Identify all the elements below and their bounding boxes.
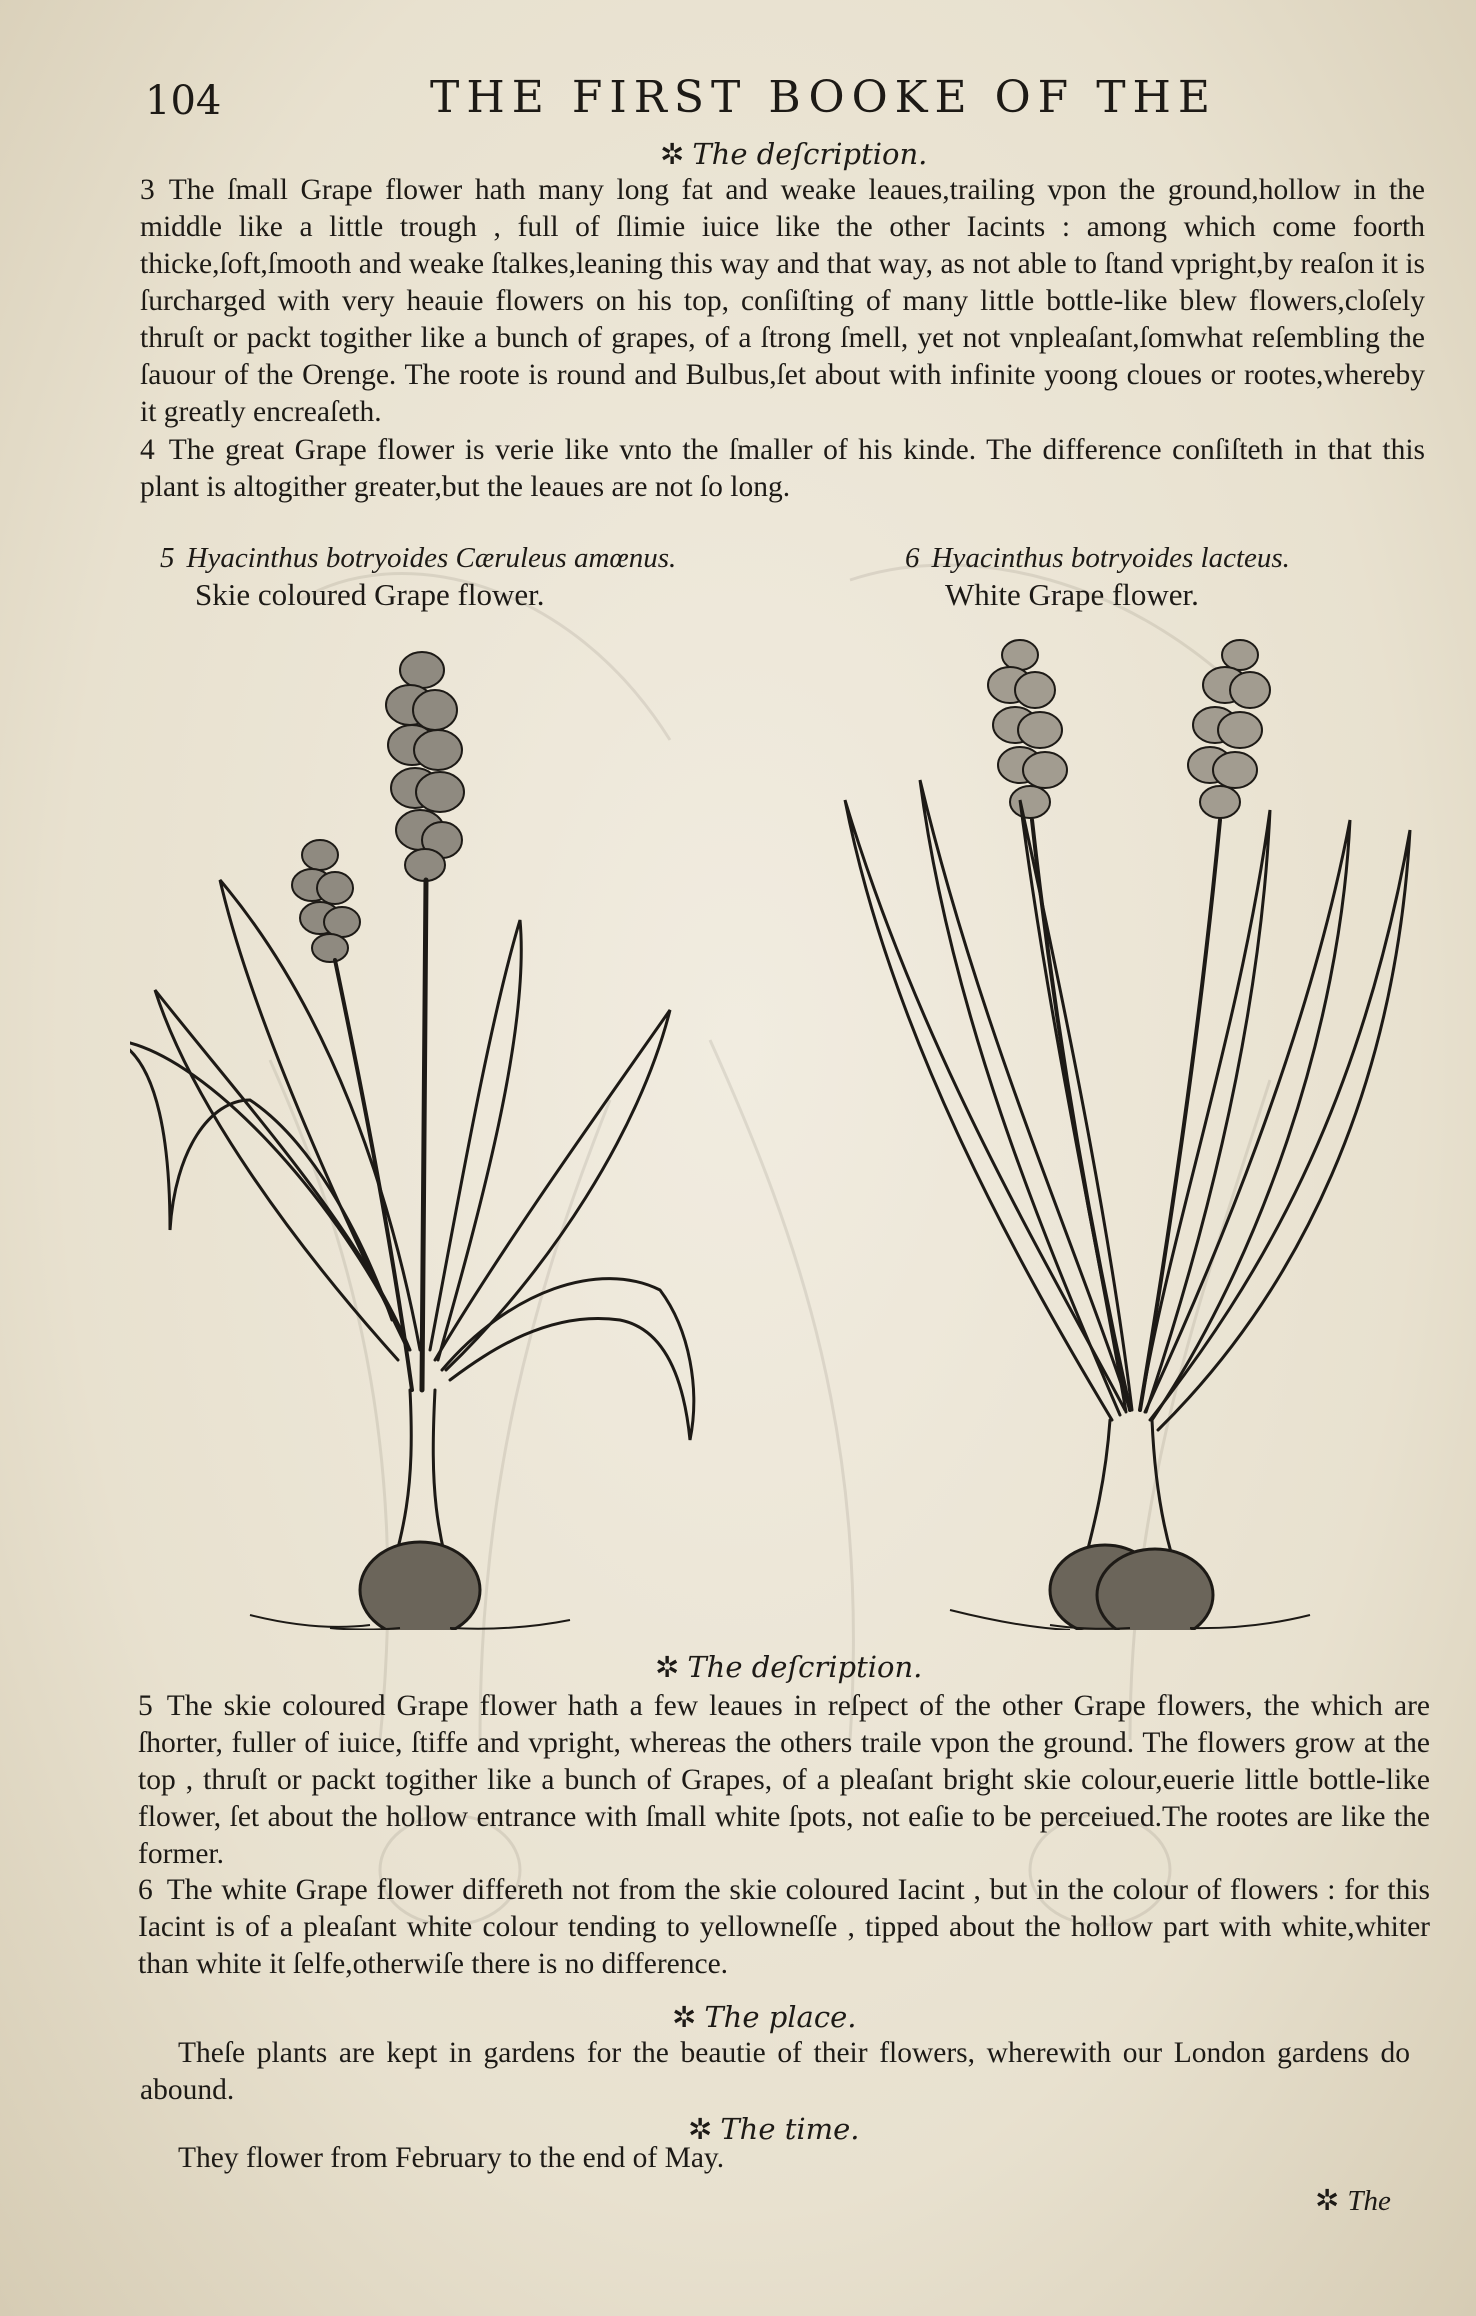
figure-caption-5 — [160, 542, 676, 613]
figure-latin-name: Hyacinthus botryoides Cæruleus amœnus. — [186, 542, 677, 574]
asterism-ornament-icon: ✲ — [688, 2112, 713, 2146]
flower-raceme-right — [1188, 640, 1270, 818]
place-text: Theſe plants are kept in gardens for the beautie of their flowers, wherewith our London gardens do abound. — [140, 2037, 1410, 2106]
running-head: THE FIRST BOOKE OF THE — [430, 72, 1218, 123]
asterism-ornament-icon: ✲ — [660, 137, 685, 171]
section-heading-description-2: ✲ The deſcription. — [655, 1650, 923, 1684]
woodcut-skie-coloured-grape-flower — [130, 630, 710, 1630]
paragraph-number: 6 — [138, 1874, 153, 1906]
paragraph-text: The skie coloured Grape flower hath a few leaues in reſpect of the other Grape flowers, the which are ſhorter, fuller of iuice, ſtiffe and vpright, whereas the others traile vpon the ground. The flowers grow at the top , thruſt or packt togither like a bunch of Grapes, of a pleaſant bright skie colour,euerie little bottle-like flower, ſet about the hollow entrance with ſmall white ſpots, not eaſie to be perceiued.The rootes are like the former. — [138, 1690, 1430, 1870]
paragraph-4 — [140, 432, 1425, 506]
catchword: ✲ The — [1315, 2185, 1391, 2217]
figure-number: 6 — [905, 542, 920, 574]
figure-english-name: Skie coloured Grape flower. — [195, 577, 545, 612]
flower-raceme-small — [292, 840, 360, 962]
asterism-ornament-icon: ✲ — [1315, 2185, 1340, 2217]
figure-caption-6 — [905, 542, 1290, 613]
figure-english-name: White Grape flower. — [945, 577, 1199, 612]
paragraph-3 — [140, 172, 1425, 431]
section-heading-description-1: ✲ The deſcription. — [660, 137, 928, 171]
paragraph-5 — [138, 1688, 1430, 1873]
paragraph-6 — [138, 1872, 1430, 1983]
page-number: 104 — [145, 78, 222, 124]
section-heading-time: ✲ The time. — [688, 2112, 860, 2146]
flower-raceme-left — [988, 640, 1067, 818]
woodcut-white-grape-flower — [840, 630, 1420, 1630]
paragraph-number: 4 — [140, 434, 155, 466]
figure-number: 5 — [160, 542, 175, 574]
time-text: They flower from February to the end of May. — [178, 2142, 725, 2174]
section-heading-place: ✲ The place. — [672, 2000, 857, 2034]
flower-raceme — [386, 652, 464, 881]
paragraph-number: 5 — [138, 1690, 153, 1722]
paragraph-text: The white Grape flower differeth not from the skie coloured Iacint , but in the colour of flowers : for this Iacint is of a pleaſant white colour tending to yellowneſſe , tipped about the hollow part with white,whiter than white it ſelfe,otherwiſe there is no difference. — [138, 1874, 1430, 1980]
figure-latin-name: Hyacinthus botryoides lacteus. — [931, 542, 1290, 574]
paragraph-text: The ſmall Grape flower hath many long fat and weake leaues,trailing vpon the ground,hollow in the middle like a little trough , full of ſlimie iuice like the other Iacints : among which come foorth thicke,ſoft,ſmooth and weake ſtalkes,leaning this way and that way, as not able to ſtand vpright,by reaſon it is ſurcharged with very heauie flowers on his top, conſiſting of many little bottle-like blew flowers,cloſely thruſt or packt togither like a bunch of grapes, of a ſtrong ſmell, yet not vnpleaſant,ſomwhat reſembling the ſauour of the Orenge. The roote is round and Bulbus,ſet about with infinite yoong cloues or rootes,whereby it greatly encreaſeth. — [140, 174, 1425, 428]
asterism-ornament-icon: ✲ — [655, 1650, 680, 1684]
asterism-ornament-icon: ✲ — [672, 2000, 697, 2034]
paragraph-text: The great Grape flower is verie like vnto the ſmaller of his kinde. The difference conſiſteth in that this plant is altogither greater,but the leaues are not ſo long. — [140, 434, 1425, 503]
paragraph-number: 3 — [140, 174, 155, 206]
